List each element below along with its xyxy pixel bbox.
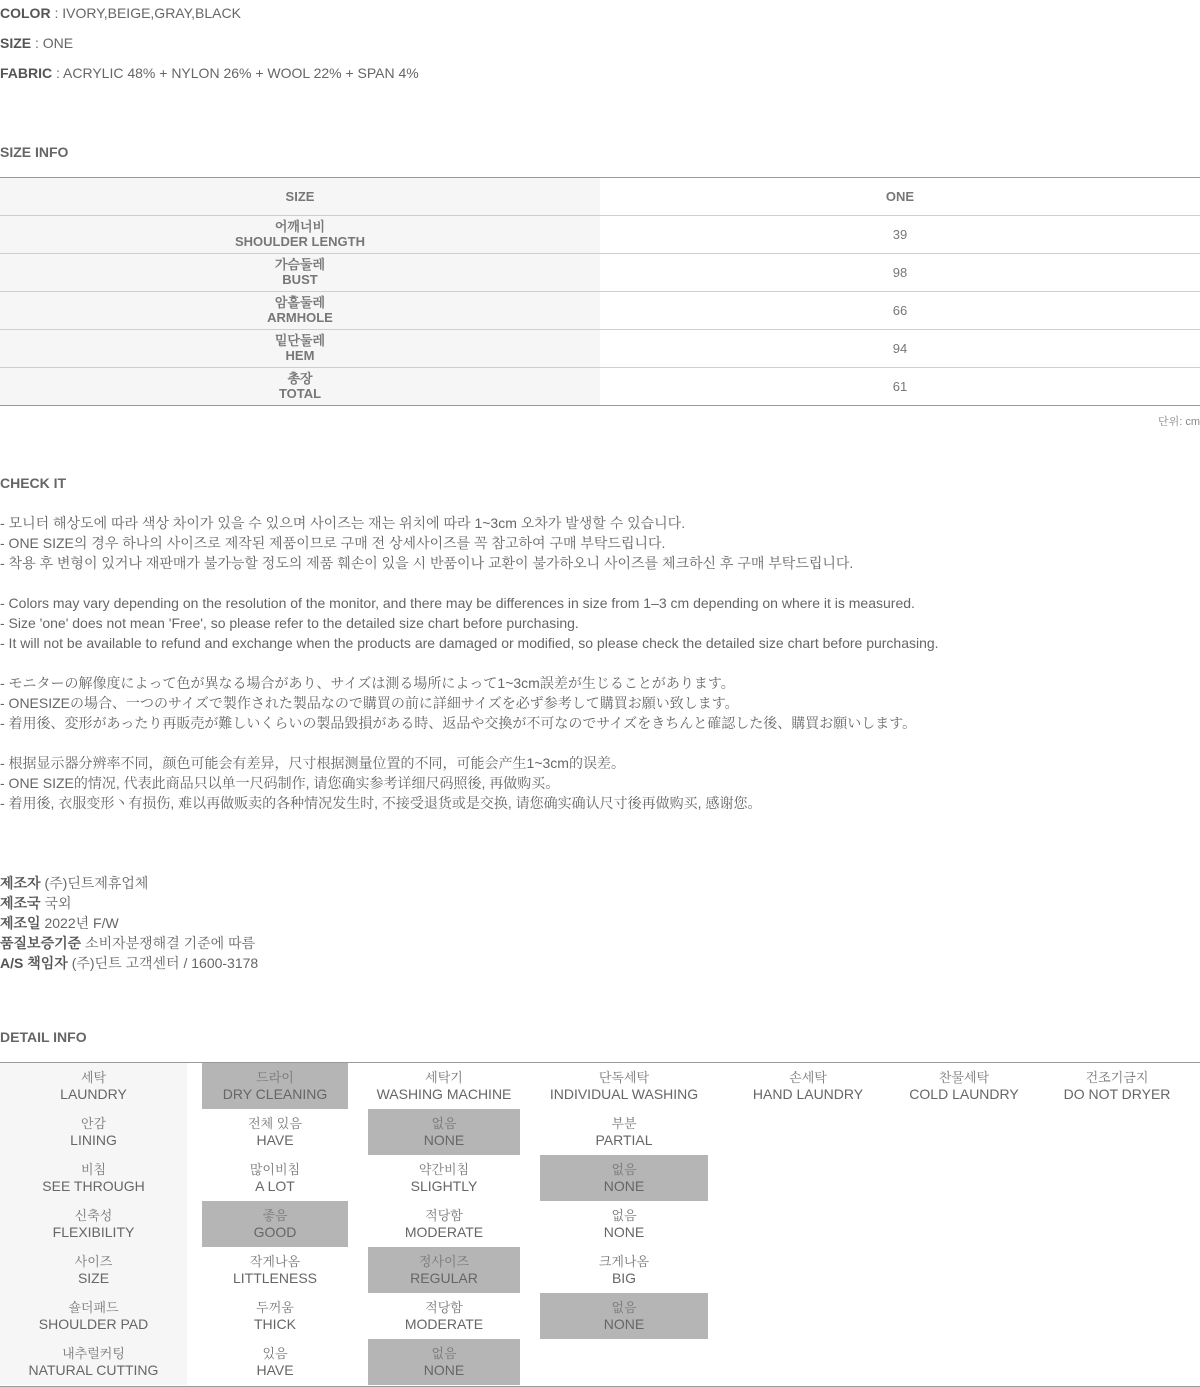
detail-label-en: SIZE bbox=[77, 1270, 110, 1286]
detail-option-ko: 크게나옴 bbox=[598, 1254, 650, 1269]
detail-option bbox=[202, 1293, 348, 1339]
detail-option-box bbox=[368, 1201, 520, 1247]
detail-option-selected bbox=[202, 1201, 348, 1247]
detail-option-box bbox=[202, 1247, 348, 1293]
detail-option-ko: 건조기금지 bbox=[1085, 1070, 1149, 1085]
detail-label-en: LAUNDRY bbox=[60, 1086, 127, 1102]
detail-option-en: NONE bbox=[423, 1362, 465, 1378]
detail-option-selected bbox=[540, 1155, 708, 1201]
table-row bbox=[0, 1339, 1200, 1385]
detail-option-en: SLIGHTLY bbox=[410, 1178, 478, 1194]
mfg-line: 제조자 (주)딘트제휴업체 bbox=[0, 875, 149, 891]
size-row-value: 39 bbox=[892, 227, 908, 242]
detail-option-en: NONE bbox=[603, 1224, 645, 1240]
detail-row-label bbox=[0, 1063, 187, 1109]
detail-option-selected bbox=[368, 1109, 520, 1155]
detail-row-label bbox=[0, 1339, 187, 1385]
table-row bbox=[0, 1063, 1200, 1109]
table-row bbox=[0, 1109, 1200, 1155]
detail-label-ko: 안감 bbox=[80, 1116, 107, 1131]
detail-option-box bbox=[202, 1339, 348, 1385]
table-row bbox=[0, 291, 1200, 329]
size-row-value: 94 bbox=[892, 341, 908, 356]
size-row-value: 61 bbox=[892, 379, 908, 394]
detail-option bbox=[202, 1109, 348, 1155]
detail-option-box bbox=[202, 1063, 348, 1109]
size-row-label: 암홀둘레 ARMHOLE bbox=[0, 292, 600, 329]
detail-option-en: HAND LAUNDRY bbox=[752, 1086, 864, 1102]
detail-option-ko: 많이비침 bbox=[249, 1162, 301, 1177]
detail-label-en: SHOULDER PAD bbox=[38, 1316, 149, 1332]
detail-label-ko: 숄더패드 bbox=[68, 1300, 119, 1315]
detail-option-ko: 세탁기 bbox=[425, 1070, 463, 1085]
size-row-label: 밑단둘레 HEM bbox=[0, 330, 600, 367]
detail-option-en: PARTIAL bbox=[595, 1132, 653, 1148]
detail-option-ko: 두꺼움 bbox=[256, 1300, 294, 1315]
detail-label-ko: 사이즈 bbox=[74, 1254, 113, 1269]
detail-option-en: HAVE bbox=[256, 1132, 294, 1148]
check-line: - It will not be available to refund and exchange when the products are damaged or modified, so please check the detailed size chart before purchasing. bbox=[0, 635, 939, 651]
manufacturer-info bbox=[0, 873, 258, 973]
detail-row-label bbox=[0, 1201, 187, 1247]
detail-option-box bbox=[540, 1109, 708, 1155]
table-row bbox=[0, 1247, 1200, 1293]
detail-option bbox=[540, 1201, 708, 1247]
detail-option bbox=[1035, 1063, 1199, 1109]
check-line: - 착용 후 변형이 있거나 재판매가 불가능할 정도의 제품 훼손이 있을 시 반품이나 교환이 불가하오니 사이즈를 체크하신 후 구매 부탁드립니다. bbox=[0, 555, 854, 571]
detail-option-selected bbox=[202, 1063, 348, 1109]
detail-option-box bbox=[368, 1247, 520, 1293]
size-row-value: 66 bbox=[892, 303, 908, 318]
detail-option-box bbox=[368, 1293, 520, 1339]
detail-option-ko: 약간비침 bbox=[418, 1162, 470, 1177]
check-korean bbox=[0, 513, 853, 573]
size-table-header bbox=[0, 178, 1200, 215]
detail-option-en: WASHING MACHINE bbox=[376, 1086, 512, 1102]
detail-option-en: NONE bbox=[423, 1132, 465, 1148]
check-line: - ONE SIZE의 경우 하나의 사이즈로 제작된 제품이므로 구매 전 상세사이즈를 꼭 참고하여 구매 부탁드립니다. bbox=[0, 535, 666, 551]
detail-option-ko: 적당함 bbox=[425, 1300, 463, 1315]
size-header-label: SIZE bbox=[0, 178, 600, 215]
check-it-title: CHECK IT bbox=[0, 475, 67, 491]
detail-option-en: A LOT bbox=[255, 1178, 295, 1194]
detail-label-en: SEE THROUGH bbox=[42, 1178, 145, 1194]
check-line: - Colors may vary depending on the resolution of the monitor, and there may be differences in size from 1–3 cm depending on where it is measured. bbox=[0, 595, 915, 611]
detail-option-box bbox=[368, 1109, 520, 1155]
detail-option-en: THICK bbox=[254, 1316, 296, 1332]
mfg-line: A/S 책임자 (주)딘트 고객센터 / 1600-3178 bbox=[0, 955, 259, 971]
detail-option-ko: 없음 bbox=[611, 1162, 637, 1177]
detail-label-en: FLEXIBILITY bbox=[52, 1224, 135, 1240]
size-header-value: ONE bbox=[885, 189, 915, 204]
detail-option-box bbox=[540, 1063, 708, 1109]
detail-option-box bbox=[1035, 1063, 1199, 1109]
detail-option-box bbox=[368, 1339, 520, 1385]
table-row bbox=[0, 329, 1200, 367]
detail-option bbox=[368, 1201, 520, 1247]
detail-option-en: REGULAR bbox=[410, 1270, 478, 1286]
detail-option-box bbox=[723, 1063, 893, 1109]
detail-label-ko: 내추럴커팅 bbox=[62, 1346, 125, 1361]
detail-option-en: HAVE bbox=[256, 1362, 294, 1378]
check-line: - 着用後, 衣服变形丶有损伤, 难以再做贩卖的各种情况发生时, 不接受退货或是交换, 请您确实确认尺寸後再做购买, 感谢您。 bbox=[0, 795, 762, 811]
detail-label-en: NATURAL CUTTING bbox=[28, 1362, 159, 1378]
spec-size: SIZE : ONE bbox=[0, 35, 74, 51]
check-line: - モニターの解像度によって色が異なる場合があり、サイズは測る場所によって1~3cm誤差が生じることがあります。 bbox=[0, 675, 735, 691]
size-row-label: 총장 TOTAL bbox=[0, 368, 600, 405]
detail-option-ko: 없음 bbox=[431, 1116, 457, 1131]
check-line: - ONE SIZE的情况, 代表此商品只以单一尺码制作, 请您确实参考详细尺码照後, 再做购买。 bbox=[0, 775, 560, 791]
detail-option-en: COLD LAUNDRY bbox=[909, 1086, 1019, 1102]
detail-option bbox=[893, 1063, 1035, 1109]
detail-option-ko: 좋음 bbox=[262, 1208, 288, 1223]
detail-table bbox=[0, 1062, 1200, 1387]
detail-option-ko: 적당함 bbox=[425, 1208, 463, 1223]
detail-option-en: INDIVIDUAL WASHING bbox=[549, 1086, 699, 1102]
detail-option-ko: 없음 bbox=[611, 1300, 637, 1315]
table-row bbox=[0, 253, 1200, 291]
detail-option-box bbox=[540, 1155, 708, 1201]
detail-label-ko: 비침 bbox=[80, 1162, 107, 1177]
detail-option-en: NONE bbox=[603, 1178, 645, 1194]
detail-row-label bbox=[0, 1155, 187, 1201]
detail-option-box bbox=[202, 1109, 348, 1155]
detail-option-box bbox=[893, 1063, 1035, 1109]
spec-fabric: FABRIC : ACRYLIC 48% + NYLON 26% + WOOL 22% + SPAN 4% bbox=[0, 65, 419, 81]
detail-option-ko: 찬물세탁 bbox=[938, 1070, 990, 1085]
mfg-line: 품질보증기준 소비자분쟁해결 기준에 따름 bbox=[0, 935, 256, 951]
check-japanese bbox=[0, 673, 916, 733]
detail-option bbox=[202, 1247, 348, 1293]
table-row bbox=[0, 1155, 1200, 1201]
detail-option-box bbox=[540, 1293, 708, 1339]
size-table bbox=[0, 177, 1200, 406]
detail-option bbox=[540, 1247, 708, 1293]
detail-option-selected bbox=[540, 1293, 708, 1339]
detail-option-en: MODERATE bbox=[404, 1224, 484, 1240]
detail-row-label bbox=[0, 1109, 187, 1155]
table-row bbox=[0, 215, 1200, 253]
table-row bbox=[0, 1293, 1200, 1339]
size-row-value: 98 bbox=[892, 265, 908, 280]
detail-option-en: DO NOT DRYER bbox=[1063, 1086, 1171, 1102]
detail-option-en: DRY CLEANING bbox=[222, 1086, 328, 1102]
detail-option-box bbox=[368, 1155, 520, 1201]
detail-option-selected bbox=[368, 1247, 520, 1293]
mfg-line: 제조국 국외 bbox=[0, 895, 72, 911]
detail-option-en: MODERATE bbox=[404, 1316, 484, 1332]
detail-option bbox=[202, 1339, 348, 1385]
check-line: - 着用後、変形があったり再販売が難しいくらいの製品毀損がある時、返品や交換が不可なのでサイズをきちんと確認した後、購買お願いします。 bbox=[0, 715, 917, 731]
detail-info-title: DETAIL INFO bbox=[0, 1029, 87, 1045]
detail-row-label bbox=[0, 1247, 187, 1293]
detail-row-label bbox=[0, 1293, 187, 1339]
detail-label-ko: 신축성 bbox=[74, 1208, 113, 1223]
detail-option bbox=[723, 1063, 893, 1109]
detail-option-en: GOOD bbox=[253, 1224, 297, 1240]
check-line: - 모니터 해상도에 따라 색상 차이가 있을 수 있으며 사이즈는 재는 위치에 따라 1~3cm 오차가 발생할 수 있습니다. bbox=[0, 515, 686, 531]
detail-option bbox=[540, 1063, 708, 1109]
detail-option-ko: 단독세탁 bbox=[598, 1070, 650, 1085]
detail-option-en: LITTLENESS bbox=[232, 1270, 318, 1286]
detail-option-box bbox=[202, 1293, 348, 1339]
check-chinese bbox=[0, 753, 761, 813]
table-row bbox=[0, 367, 1200, 405]
spec-color: COLOR : IVORY,BEIGE,GRAY,BLACK bbox=[0, 5, 241, 21]
detail-option-ko: 정사이즈 bbox=[418, 1254, 470, 1269]
detail-option bbox=[202, 1155, 348, 1201]
detail-label-ko: 세탁 bbox=[80, 1070, 107, 1085]
detail-option-selected bbox=[368, 1339, 520, 1385]
unit-note: 단위: cm bbox=[1157, 416, 1200, 428]
detail-option bbox=[368, 1155, 520, 1201]
detail-option bbox=[368, 1293, 520, 1339]
detail-option-ko: 부분 bbox=[611, 1116, 637, 1131]
detail-option-en: NONE bbox=[603, 1316, 645, 1332]
check-line: - 根据显示器分辨率不同，颜色可能会有差异，尺寸根据测量位置的不同，可能会产生1~3cm的误差。 bbox=[0, 755, 625, 771]
table-row bbox=[0, 1201, 1200, 1247]
detail-option-ko: 손세탁 bbox=[789, 1070, 827, 1085]
size-info-title: SIZE INFO bbox=[0, 144, 69, 160]
check-line: - ONESIZEの場合、一つのサイズで製作された製品なので購買の前に詳細サイズを必ず参考して購買お願い致します。 bbox=[0, 695, 739, 711]
mfg-line: 제조일 2022년 F/W bbox=[0, 915, 119, 931]
detail-option-box bbox=[202, 1201, 348, 1247]
detail-option-ko: 작게나옴 bbox=[249, 1254, 301, 1269]
detail-option-box bbox=[540, 1247, 708, 1293]
detail-label-en: LINING bbox=[70, 1132, 117, 1148]
detail-option-ko: 드라이 bbox=[256, 1070, 294, 1085]
check-english bbox=[0, 593, 939, 653]
check-line: - Size 'one' does not mean 'Free', so please refer to the detailed size chart before purchasing. bbox=[0, 615, 579, 631]
detail-option-ko: 없음 bbox=[431, 1346, 457, 1361]
detail-option-ko: 있음 bbox=[262, 1346, 288, 1361]
detail-option-box bbox=[202, 1155, 348, 1201]
detail-option-box bbox=[368, 1063, 520, 1109]
detail-option bbox=[540, 1109, 708, 1155]
detail-option-en: BIG bbox=[611, 1270, 637, 1286]
size-row-label: 어깨너비 SHOULDER LENGTH bbox=[0, 216, 600, 253]
detail-option-ko: 전체 있음 bbox=[248, 1116, 302, 1131]
detail-option bbox=[368, 1063, 520, 1109]
detail-rows bbox=[0, 1063, 1200, 1385]
size-row-label: 가슴둘레 BUST bbox=[0, 254, 600, 291]
detail-option-box bbox=[540, 1201, 708, 1247]
detail-option-ko: 없음 bbox=[611, 1208, 637, 1223]
